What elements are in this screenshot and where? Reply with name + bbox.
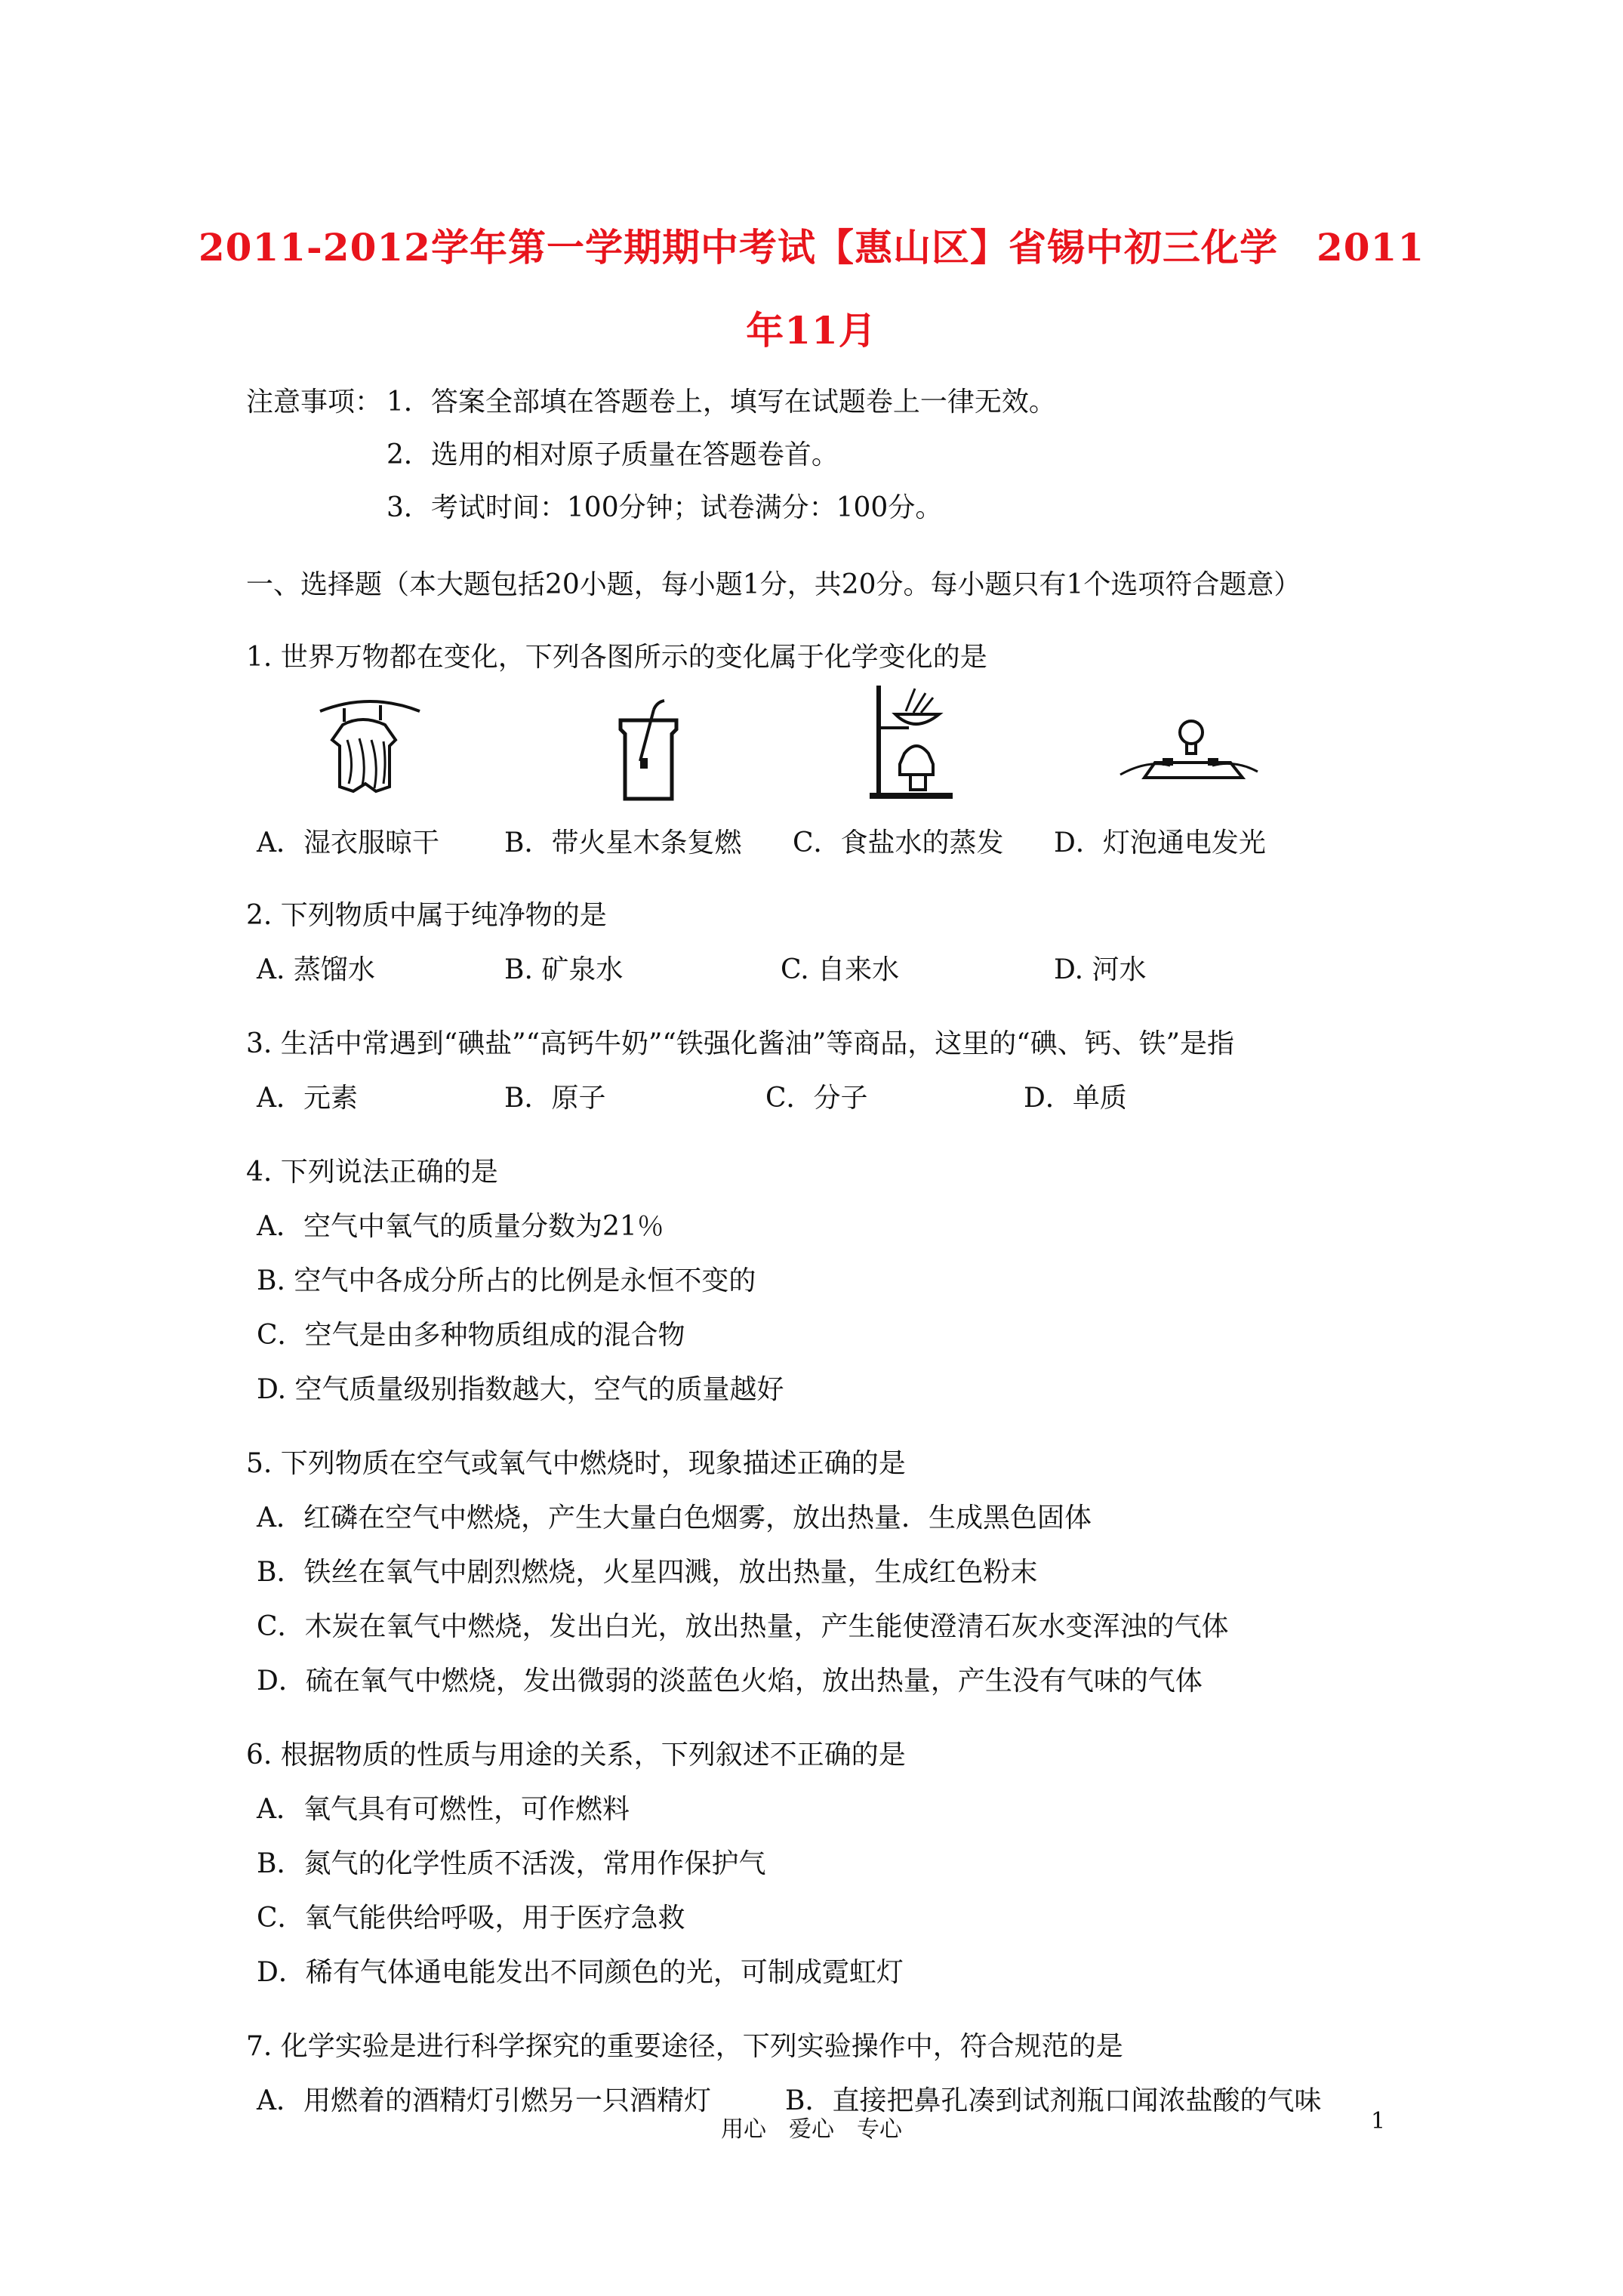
question-2-stem: 2. 下列物质中属于纯净物的是 <box>246 900 607 931</box>
question-4-stem: 4. 下列说法正确的是 <box>246 1157 498 1188</box>
question-2-option-b: B. 矿泉水 <box>504 954 624 985</box>
question-5-option-c: C．木炭在氧气中燃烧，发出白光，放出热量，产生能使澄清石灰水变浑浊的气体 <box>257 1611 1229 1642</box>
clothes-drying-icon <box>317 695 423 800</box>
question-6-option-d: D．稀有气体通电能发出不同颜色的光，可制成霓虹灯 <box>257 1957 904 1988</box>
document-title-line2: 年11月 <box>746 308 877 353</box>
page-footer: 用心 爱心 专心 <box>721 2116 902 2143</box>
light-bulb-circuit-icon <box>1117 716 1261 791</box>
question-6-option-a: A．氧气具有可燃性，可作燃料 <box>257 1794 630 1825</box>
note-item: 1．答案全部填在答题卷上，填写在试题卷上一律无效。 <box>387 387 1056 418</box>
document-title-line1: 2011-2012学年第一学期期中考试【惠山区】省锡中初三化学 2011 <box>198 225 1425 270</box>
section-heading: 一、选择题（本大题包括20小题，每小题1分，共20分。每小题只有1个选项符合题意） <box>246 569 1301 600</box>
question-3-option-d: D．单质 <box>1024 1083 1127 1114</box>
question-2-option-c: C. 自来水 <box>781 954 900 985</box>
question-4-option-a: A．空气中氧气的质量分数为21％ <box>257 1211 664 1242</box>
question-5-option-b: B．铁丝在氧气中剧烈燃烧，火星四溅，放出热量，生成红色粉末 <box>257 1557 1038 1588</box>
question-3-option-b: B．原子 <box>504 1083 606 1114</box>
question-3-option-a: A．元素 <box>257 1083 358 1114</box>
note-item: 2．选用的相对原子质量在答题卷首。 <box>387 439 839 470</box>
question-2-option-a: A. 蒸馏水 <box>257 954 375 985</box>
notes-label: 注意事项： <box>246 387 383 418</box>
question-4-option-d: D. 空气质量级别指数越大，空气的质量越好 <box>257 1374 784 1405</box>
question-6-option-c: C．氧气能供给呼吸，用于医疗急救 <box>257 1903 685 1934</box>
question-6-option-b: B．氮气的化学性质不活泼，常用作保护气 <box>257 1848 766 1879</box>
question-1-stem: 1. 世界万物都在变化，下列各图所示的变化属于化学变化的是 <box>246 642 987 673</box>
question-4-option-b: B. 空气中各成分所占的比例是永恒不变的 <box>257 1265 756 1296</box>
question-1-option-b: B．带火星木条复燃 <box>504 827 742 858</box>
question-6-stem: 6. 根据物质的性质与用途的关系，下列叙述不正确的是 <box>246 1740 906 1771</box>
question-7-option-b: B．直接把鼻孔凑到试剂瓶口闻浓盐酸的气味 <box>785 2085 1322 2116</box>
question-3-option-c: C．分子 <box>765 1083 868 1114</box>
question-1-option-d: D．灯泡通电发光 <box>1054 827 1266 858</box>
question-5-option-d: D．硫在氧气中燃烧，发出微弱的淡蓝色火焰，放出热量，产生没有气味的气体 <box>257 1666 1203 1697</box>
note-item: 3．考试时间：100分钟；试卷满分：100分。 <box>387 492 943 523</box>
question-7-stem: 7. 化学实验是进行科学探究的重要途径，下列实验操作中，符合规范的是 <box>246 2031 1123 2062</box>
question-1-option-a: A．湿衣服晾干 <box>257 827 439 858</box>
question-5-stem: 5. 下列物质在空气或氧气中燃烧时，现象描述正确的是 <box>246 1448 906 1479</box>
question-5-option-a: A．红磷在空气中燃烧，产生大量白色烟雾，放出热量．生成黑色固体 <box>257 1502 1092 1533</box>
question-3-stem: 3. 生活中常遇到“碘盐”“高钙牛奶”“铁强化酱油”等商品，这里的“碘、钙、铁”是指 <box>246 1028 1235 1059</box>
evaporation-stand-icon <box>868 681 959 802</box>
page-number: 1 <box>1371 2108 1386 2134</box>
question-2-option-d: D. 河水 <box>1054 954 1147 985</box>
question-1-option-c: C．食盐水的蒸发 <box>793 827 1004 858</box>
question-4-option-c: C．空气是由多种物质组成的混合物 <box>257 1320 685 1351</box>
glowing-splint-bottle-icon <box>610 693 685 806</box>
question-7-option-a: A．用燃着的酒精灯引燃另一只酒精灯 <box>257 2085 711 2116</box>
